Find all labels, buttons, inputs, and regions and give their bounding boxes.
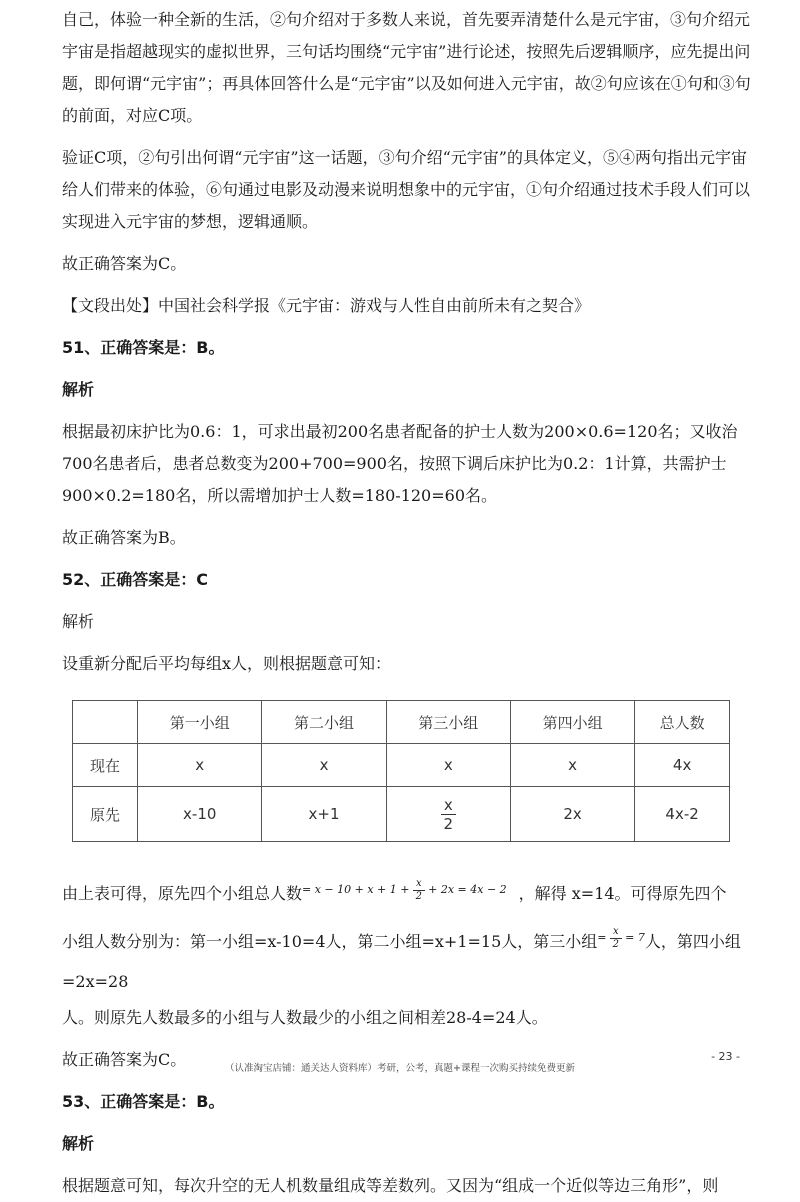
- text-span: 小组人数分别为：第一小组=x-10=4人，第二小组=x+1=15人，第三小组: [62, 932, 598, 951]
- table-row-label: 原先: [73, 787, 138, 842]
- table-header-cell: 第三小组: [386, 701, 510, 744]
- fraction-numerator: x: [441, 796, 456, 815]
- q52-title: 52、正确答案是：C: [62, 570, 209, 589]
- paragraph-verify: 验证C项，②句引出何谓“元宇宙”这一话题，③句介绍“元宇宙”的具体定义，⑤④两句指出元宇宙给人们带来的体验，⑥句通过电影及动漫来说明想象中的元宇宙，①句介绍通过技术手段人们可以实现进入元宇宙的梦想，逻辑通顺。: [62, 148, 751, 231]
- fraction-denominator: 2: [612, 938, 620, 950]
- table-header-cell: 第一小组: [138, 701, 262, 744]
- table-cell-fraction: [386, 787, 510, 842]
- table-cell: x+1: [262, 787, 386, 842]
- eq-part: + 2x = 4x − 2: [428, 883, 507, 896]
- q52-intro: 设重新分配后平均每组x人，则根据题意可知：: [62, 654, 392, 673]
- equation-group3: [597, 925, 645, 950]
- table-cell: x-10: [138, 787, 262, 842]
- text-span: 人，第四小组=2x=28: [62, 932, 741, 991]
- table-cell: 4x-2: [635, 787, 730, 842]
- q52-derivation-3: 人。则原先人数最多的小组与人数最少的小组之间相差28-4=24人。: [62, 1008, 548, 1027]
- table-header-cell: 第二小组: [262, 701, 386, 744]
- fraction: [441, 796, 456, 833]
- fraction: [610, 926, 622, 951]
- fraction: [413, 878, 425, 903]
- table-cell: 2x: [510, 787, 634, 842]
- table-cell: [73, 701, 138, 744]
- q52-derivation-1: [62, 870, 752, 914]
- source-line: 【文段出处】中国社会科学报《元宇宙：游戏与人性自由前所未有之契合》: [62, 296, 591, 315]
- table-row-label: 现在: [73, 744, 138, 787]
- q52-derivation-2: [62, 918, 752, 1002]
- paragraph-intro: 自己，体验一种全新的生活，②句介绍对于多数人来说，首先要弄清楚什么是元宇宙，③句介绍元宇宙是指超越现实的虚拟世界，三句话均围绕“元宇宙”进行论述，按照先后逻辑顺序，应先提出问题，即何谓“元宇宙”；再具体回答什么是“元宇宙”以及如何进入元宇宙，故②句应该在①句和③句的前面，对应C项。: [62, 10, 751, 125]
- eq-part: = x − 10 + x + 1 +: [302, 883, 410, 896]
- q52-jiexi-heading: 解析: [62, 612, 95, 631]
- page-number: - 23 -: [711, 1050, 740, 1063]
- table-header-cell: 第四小组: [510, 701, 634, 744]
- table-cell: x: [386, 744, 510, 787]
- fraction-numerator: x: [610, 926, 622, 939]
- answer-line: 故正确答案为C。: [62, 254, 187, 273]
- fraction-numerator: x: [413, 878, 425, 891]
- table-cell: 4x: [635, 744, 730, 787]
- q51-body: 根据最初床护比为0.6：1，可求出最初200名患者配备的护士人数为200×0.6=120名；又收治700名患者后，患者总数变为200+700=900名，按照下调后床护比为0.2：1计算，共需护士900×0.2=180名，所以需增加护士人数=180-120=60名。: [62, 422, 738, 505]
- table-header-cell: 总人数: [635, 701, 730, 744]
- q52-answer: 故正确答案为C。: [62, 1050, 187, 1069]
- q51-jiexi-heading: 解析: [62, 380, 95, 399]
- text-span: ，解得 x=14。可得原先四个: [518, 884, 727, 903]
- table-cell: x: [138, 744, 262, 787]
- fraction-denominator: 2: [415, 890, 422, 902]
- q51-answer: 故正确答案为B。: [62, 528, 186, 547]
- document-body: [62, 4, 752, 1202]
- q53-title: 53、正确答案是：B。: [62, 1092, 225, 1111]
- table-row: [73, 787, 730, 842]
- text-span: 由上表可得，原先四个小组总人数: [62, 884, 303, 903]
- table-cell: x: [510, 744, 634, 787]
- eq-part: =: [597, 931, 607, 944]
- table-cell: x: [262, 744, 386, 787]
- eq-part: = 7: [625, 931, 645, 944]
- q51-title: 51、正确答案是：B。: [62, 338, 225, 357]
- q53-body: 根据题意可知，每次升空的无人机数量组成等差数列。又因为“组成一个近似等边三角形”，则: [62, 1176, 719, 1195]
- group-table: [72, 700, 730, 842]
- table-row: [73, 744, 730, 787]
- equation-total: [302, 877, 507, 902]
- page-footer: （认准淘宝店铺：通关达人资料库）考研，公考，真题+课程一次购买持续免费更新: [225, 1063, 575, 1074]
- table-header-row: [73, 701, 730, 744]
- q53-jiexi-heading: 解析: [62, 1134, 95, 1153]
- fraction-denominator: 2: [443, 814, 454, 833]
